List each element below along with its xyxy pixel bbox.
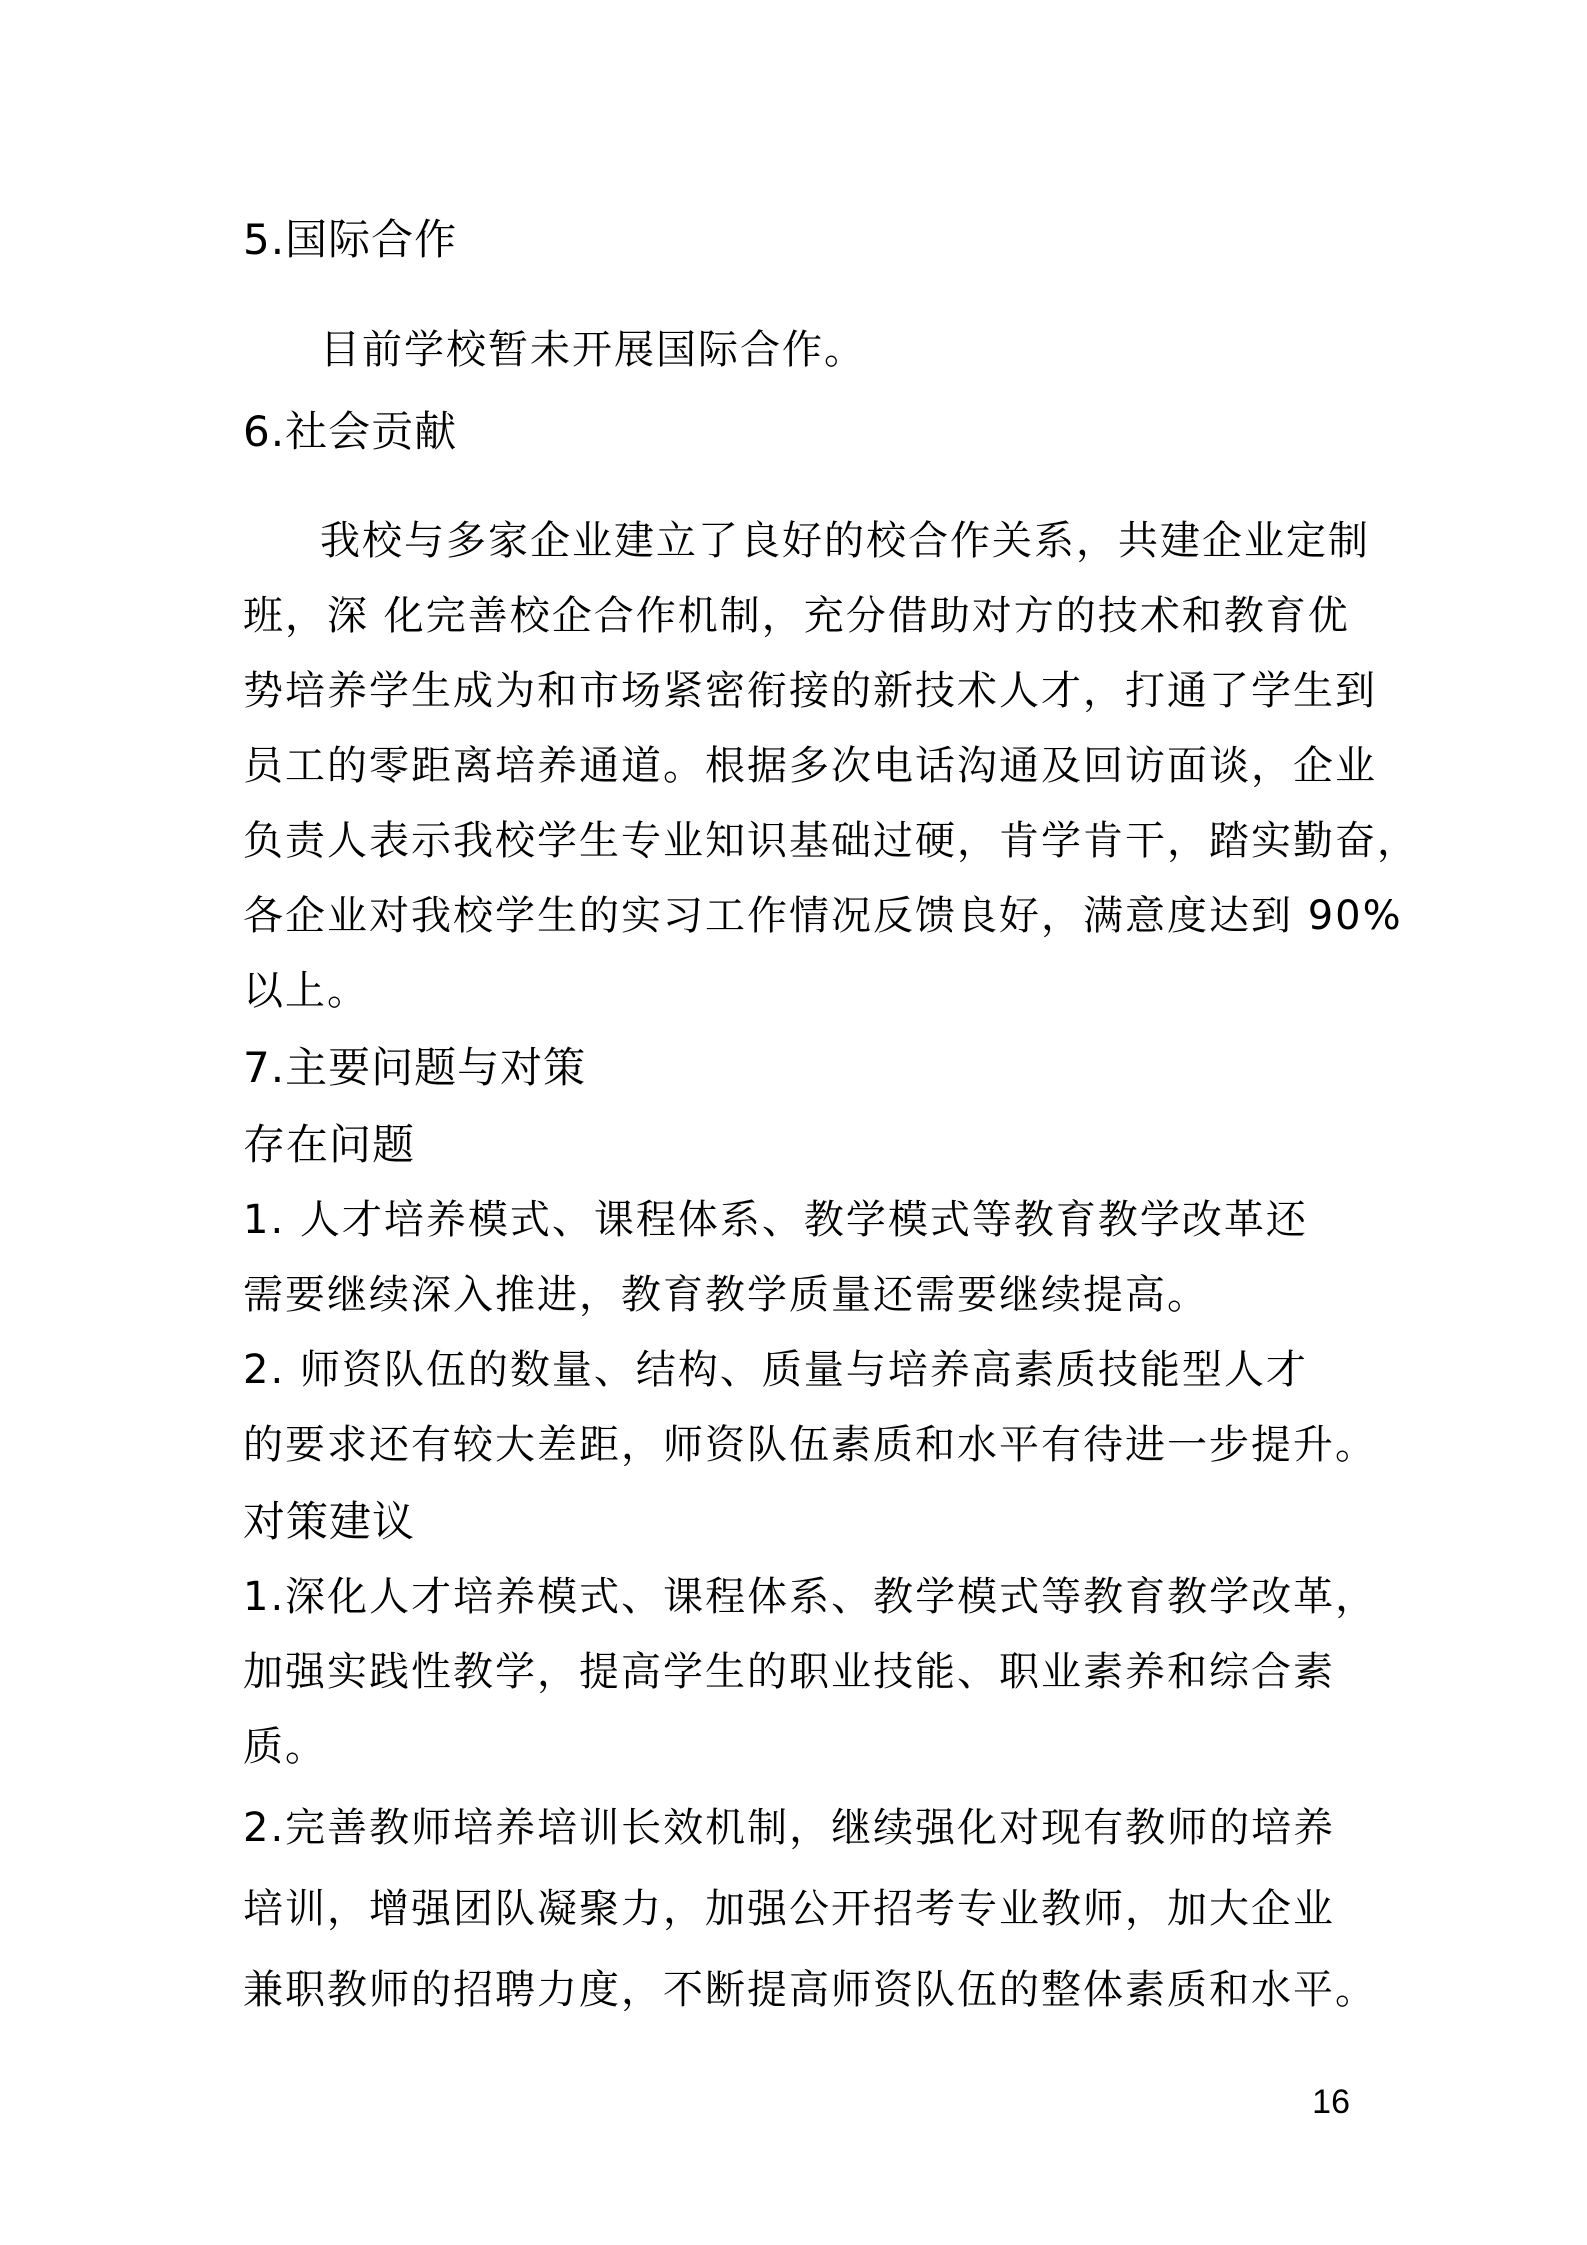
- problem-line: 需要继续深入推进，教育教学质量还需要继续提高。: [243, 1272, 1209, 1318]
- section-6-line: 以上。: [243, 968, 369, 1014]
- measure-line: 加强实践性教学，提高学生的职业技能、职业素养和综合素: [243, 1649, 1335, 1695]
- section-6-line: 班，深 化完善校企合作机制，充分借助对方的技术和教育优: [243, 593, 1350, 639]
- measure-line: 质。: [243, 1724, 327, 1770]
- section-6-line: 负责人表示我校学生专业知识基础过硬，肯学肯干，踏实勤奋，: [243, 818, 1419, 864]
- measures-heading: 对策建议: [243, 1497, 416, 1546]
- measure-line: 培训，增强团队凝聚力，加强公开招考专业教师，加大企业: [243, 1886, 1335, 1932]
- measure-line: 2.完善教师培养培训长效机制，继续强化对现有教师的培养: [243, 1805, 1336, 1851]
- section-5-heading: 5.国际合作: [243, 215, 458, 264]
- section-6-line: 员工的零距离培养通道。根据多次电话沟通及回访面谈，企业: [243, 743, 1377, 789]
- problem-line: 的要求还有较大差距，师资队伍素质和水平有待进一步提升。: [243, 1422, 1377, 1468]
- section-6-line: 势培养学生成为和市场紧密衔接的新技术人才，打通了学生到: [243, 668, 1377, 714]
- section-6-line: 我校与多家企业建立了良好的校合作关系，共建企业定制: [320, 518, 1370, 564]
- measure-line: 兼职教师的招聘力度，不断提高师资队伍的整体素质和水平。: [243, 1967, 1377, 2013]
- measure-line: 1.深化人才培养模式、课程体系、教学模式等教育教学改革，: [243, 1574, 1378, 1620]
- problem-line: 2. 师资队伍的数量、结构、质量与培养高素质技能型人才: [243, 1347, 1308, 1393]
- problems-heading: 存在问题: [243, 1120, 416, 1169]
- page-number: 16: [1312, 2083, 1350, 2121]
- section-5-body: 目前学校暂未开展国际合作。: [320, 327, 866, 373]
- section-7-heading: 7.主要问题与对策: [243, 1043, 587, 1092]
- problem-line: 1. 人才培养模式、课程体系、教学模式等教育教学改革还: [243, 1197, 1308, 1243]
- section-6-heading: 6.社会贡献: [243, 407, 458, 456]
- section-6-line: 各企业对我校学生的实习工作情况反馈良好，满意度达到 90%: [243, 893, 1403, 939]
